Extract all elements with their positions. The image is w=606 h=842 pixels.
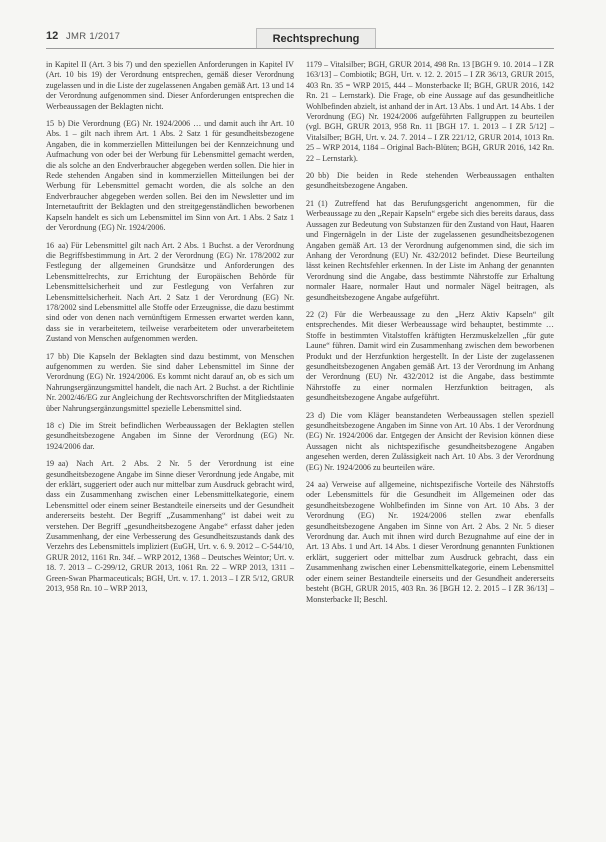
- paragraph: [46, 241, 294, 345]
- paragraph-number: 18: [46, 421, 55, 430]
- right-column: [306, 60, 554, 830]
- paragraph-text: c) Die im Streit befindlichen Werbeaussagen der Beklagten stellen gesundheitsbezogene Angaben im Sinne der Verordnung (EG) Nr. 1924/2006 dar.: [46, 421, 294, 451]
- paragraph: [306, 60, 554, 164]
- paragraph-number: 16: [46, 240, 55, 250]
- paragraph: [306, 411, 554, 473]
- page-number: 12: [46, 30, 59, 42]
- paragraph-text: in Kapitel II (Art. 3 bis 7) und den speziellen Anforderungen in Kapitel IV (Art. 10 bis 19) der Verordnung entsprechen, gemäß dieser Verordnung zugelassen und in die Liste der zugelassenen Angaben gemäß Art. 13 und 14 der Verordnung aufgenommen sind. Dieser Anforderungen entsprechen die Werbeaussagen der Beklagten nicht.: [46, 60, 294, 111]
- paragraph-number: 23: [306, 410, 315, 420]
- left-column: [46, 60, 294, 830]
- header-rule: [46, 48, 554, 49]
- paragraph-number: 20: [306, 171, 315, 181]
- paragraph: [306, 480, 554, 605]
- text-columns: [46, 60, 554, 830]
- paragraph-text: bb) Die beiden in Rede stehenden Werbeaussagen enthalten gesundheitsbezogene Angaben.: [306, 171, 554, 191]
- paragraph-text: 1179 – Vitalsilber; BGH, GRUR 2014, 498 Rn. 13 [BGH 9. 10. 2014 – I ZR 163/13] – Combiotik; BGH, Urt. v. 12. 2. 2015 – I ZR 36/13, GRUR 2015, 403 Rn. 35 = WRP 2015, 444 – Monsterbacke II; BGH, GRUR 2016, 142 Rn. 21 – Lernstark). Die Frage, ob eine Aussage auf das gesundheitliche Wohlbefinden abzielt, ist anhand der in Art. 13 Abs. 1 und Art. 14 Abs. 1 der Verordnung (EG) Nr. 1924/2006 aufgeführten Fallgruppen zu beurteilen (vgl. BGH, GRUR 2013, 958 Rn. 11 [BGH 17. 1. 2013 – I ZR 5/12] – Vitalsilber; BGH, Urt. v. 24. 7. 2014 – I ZR 221/12, GRUR 2014, 1013 Rn. 25 – WRP 2014, 1184 – Original Bach-Blüten; BGH, GRUR 2016, 142 Rn. 22 – Lernstark).: [306, 60, 554, 163]
- paragraph-text: bb) Die Kapseln der Beklagten sind dazu bestimmt, von Menschen aufgenommen zu werden. Sie sind daher Lebensmittel im Sinne der Verordnung (EG) Nr. 1924/2006. Es kommt nicht darauf an, ob es sich um Nahrungsergänzungsmittel handelt, die nach Art. 2 Buchst. a der Richtlinie Nr. 2002/46/EG zur Angleichung der Rechtsvorschriften der Mitgliedstaaten über Nahrungsergänzungsmittel spezielle Lebensmittel sind.: [46, 351, 294, 413]
- paragraph: [46, 119, 294, 233]
- paragraph-number: 17: [46, 351, 55, 361]
- paragraph: [46, 421, 294, 452]
- paragraph: [46, 352, 294, 414]
- paragraph-text: aa) Für Lebensmittel gilt nach Art. 2 Abs. 1 Buchst. a der Verordnung die Begriffsbestimmung in Art. 2 der Verordnung (EG) Nr. 178/2002 zur Festlegung der allgemeinen Grundsätze und Anforderungen des Lebensmittelrechts, zur Errichtung der Europäischen Behörde für Lebensmittelsicherheit und zur Festlegung von Verfahren zur Lebensmittelsicherheit. Nach Art. 2 Satz 1 der Verordnung (EG) Nr. 178/2002 sind Lebensmittel alle Stoffe oder Erzeugnisse, die dazu bestimmt sind oder von denen nach vernünftigem Ermessen erwartet werden kann, dass sie in verarbeitetem, teilweise verarbeitetem oder unverarbeitetem Zustand von Menschen aufgenommen werden.: [46, 240, 294, 344]
- paragraph-text: (2) Für die Werbeaussage zu den „Herz Aktiv Kapseln“ gilt entsprechendes. Mit dieser Werbeaussage wird behauptet, bestimmte … Stoffe in bestimmten Vitalstoffen kräftigten Herzmuskelzellen „für gute Laune“ führen. Damit wird ein Zusammenhang zwischen dem beworbenen Produkt und der Herzfunktion hergestellt. In der Liste der zugelassenen gesundheitsbezogenen Angaben gemäß Art. 13 der Verordnung im Anhang der Verordnung (EU) Nr. 432/2012 ist die Angabe, dass bestimmte Nährstoffe zu einer normalen Herzfunktion beitragen, als gesundheitsbezogene Angabe aufgeführt.: [306, 309, 554, 403]
- paragraph-text: aa) Verweise auf allgemeine, nichtspezifische Vorteile des Nährstoffs oder Lebensmittels für die Gesundheit im Allgemeinen oder das gesundheitsbezogene Wohlbefinden im Sinne von Art. 10 Abs. 3 der Verordnung (EG) Nr. 1924/2006 stellen zwar ebenfalls gesundheitsbezogene Angaben im Sinne von Art. 2 Abs. 2 Nr. 5 dieser Verordnung dar. Auch mit ihnen wird durch Bezugnahme auf eine der in Art. 13 Abs. 1 und Art. 14 Abs. 1 dieser Verordnung genannten Funktionen erklärt, suggeriert oder mittelbar zum Ausdruck gebracht, dass ein Zusammenhang zwischen einer Lebensmittelkategorie, einem Lebensmittel oder einem seiner Bestandteile einerseits und der Gesundheit andererseits besteht (BGH, GRUR 2015, 403 Rn. 36 [BGH 12. 2. 2015 – I ZR 36/13] – Monsterbacke II; Beschl.: [306, 480, 554, 604]
- section-title: Rechtsprechung: [256, 28, 376, 49]
- paragraph: [306, 199, 554, 303]
- paragraph: [46, 60, 294, 112]
- page-header: [46, 28, 554, 50]
- paragraph-number: 24: [306, 480, 315, 490]
- journal-issue: JMR 1/2017: [66, 31, 121, 42]
- paragraph: [306, 171, 554, 192]
- paragraph-number: 19: [46, 459, 55, 469]
- paragraph-text: (1) Zutreffend hat das Berufungsgericht angenommen, für die Werbeaussage zu den „Repair Kapseln“ ergebe sich dies bereits daraus, dass Aussagen zur Bedeutung von Substanzen für den Zustand von Haut, Haaren und Fingernägeln in der Liste der zugelassenen gesundheitsbezogenen Angaben gemäß Art. 13 der Verordnung aufgenommen sind, die sich im Anhang der Verordnung (EU) Nr. 432/2012 befindet. Diese Beurteilung lässt keinen Rechtsfehler erkennen. In der Liste im Anhang der genannten Verordnung sind die Angabe, dass bestimmte Nährstoffe zur Erhaltung normaler Haare, normaler Haut und normaler Nägel beitragen, als gesundheitsbezogene Angabe aufgeführt.: [306, 198, 554, 302]
- paragraph-number: 15: [46, 119, 55, 129]
- paragraph-text: d) Die vom Kläger beanstandeten Werbeaussagen stellen speziell gesundheitsbezogene Angaben im Sinne von Art. 10 Abs. 1 der Verordnung (EG) Nr. 1924/2006 dar. Entgegen der Ansicht der Revision können diese Aussagen nicht als nichtspezifische gesundheitsbezogene Angaben angesehen werden, deren Zulässigkeit nach Art. 10 Abs. 3 der Verordnung (EG) Nr. 1924/2006 zu beurteilen wäre.: [306, 410, 554, 472]
- paragraph-text: aa) Nach Art. 2 Abs. 2 Nr. 5 der Verordnung ist eine gesundheitsbezogene Angabe im Sinne dieser Verordnung jede Angabe, mit der erklärt, suggeriert oder auch nur mittelbar zum Ausdruck gebracht wird, dass ein Zusammenhang zwischen einer Lebensmittelkategorie, einem Lebensmittel oder einem seiner Bestandteile einerseits und der Gesundheit andererseits besteht. Der Begriff „Zusammenhang“ ist dabei weit zu verstehen. Der Begriff „gesundheitsbezogene Angabe“ erfasst daher jeden Zusammenhang, der eine Verbesserung des Gesundheitszustands dank des Verzehrs des Lebensmittels impliziert (EuGH, Urt. v. 6. 9. 2012 – C-544/10, GRUR 2012, 1161 Rn. 34f. – WRP 2012, 1368 – Deutsches Weintor; Urt. v. 18. 7. 2013 – C-299/12, GRUR 2013, 1061 Rn. 22 – WRP 2013, 1311 – Green-Swan Pharmaceuticals; BGH, Urt. v. 17. 1. 2013 – I ZR 5/12, GRUR 2013, 958 Rn. 10 – WRP 2013,: [46, 459, 294, 594]
- paragraph-text: b) Die Verordnung (EG) Nr. 1924/2006 … und damit auch ihr Art. 10 Abs. 1 – gilt nach ihrem Art. 1 Abs. 2 Satz 1 für gesundheitsbezogene Angaben, die in kommerziellen Mitteilungen bei der Kennzeichnung und Aufmachung von oder bei der Werbung für Lebensmittel gemacht werden, die als solche an den Endverbraucher abgegeben werden sollen. Die hier in Rede stehenden Angaben sind in kommerziellen Mitteilungen bei der Werbung für Lebensmittel gemacht worden, die als solche an den Endverbraucher abgegeben werden sollen. Bei den im Newsletter und im Internetauftritt der Beklagten und den streitgegenständlichen beworbenen Kapseln handelt es sich um Lebensmittel im Sinn von Art. 1 Abs. 2 Satz 1 der Verordnung (EG) Nr. 1924/2006.: [46, 119, 294, 233]
- paragraph: [306, 310, 554, 404]
- paragraph-number: 21: [306, 198, 315, 208]
- paragraph-number: 22: [306, 309, 315, 319]
- paragraph: [46, 459, 294, 594]
